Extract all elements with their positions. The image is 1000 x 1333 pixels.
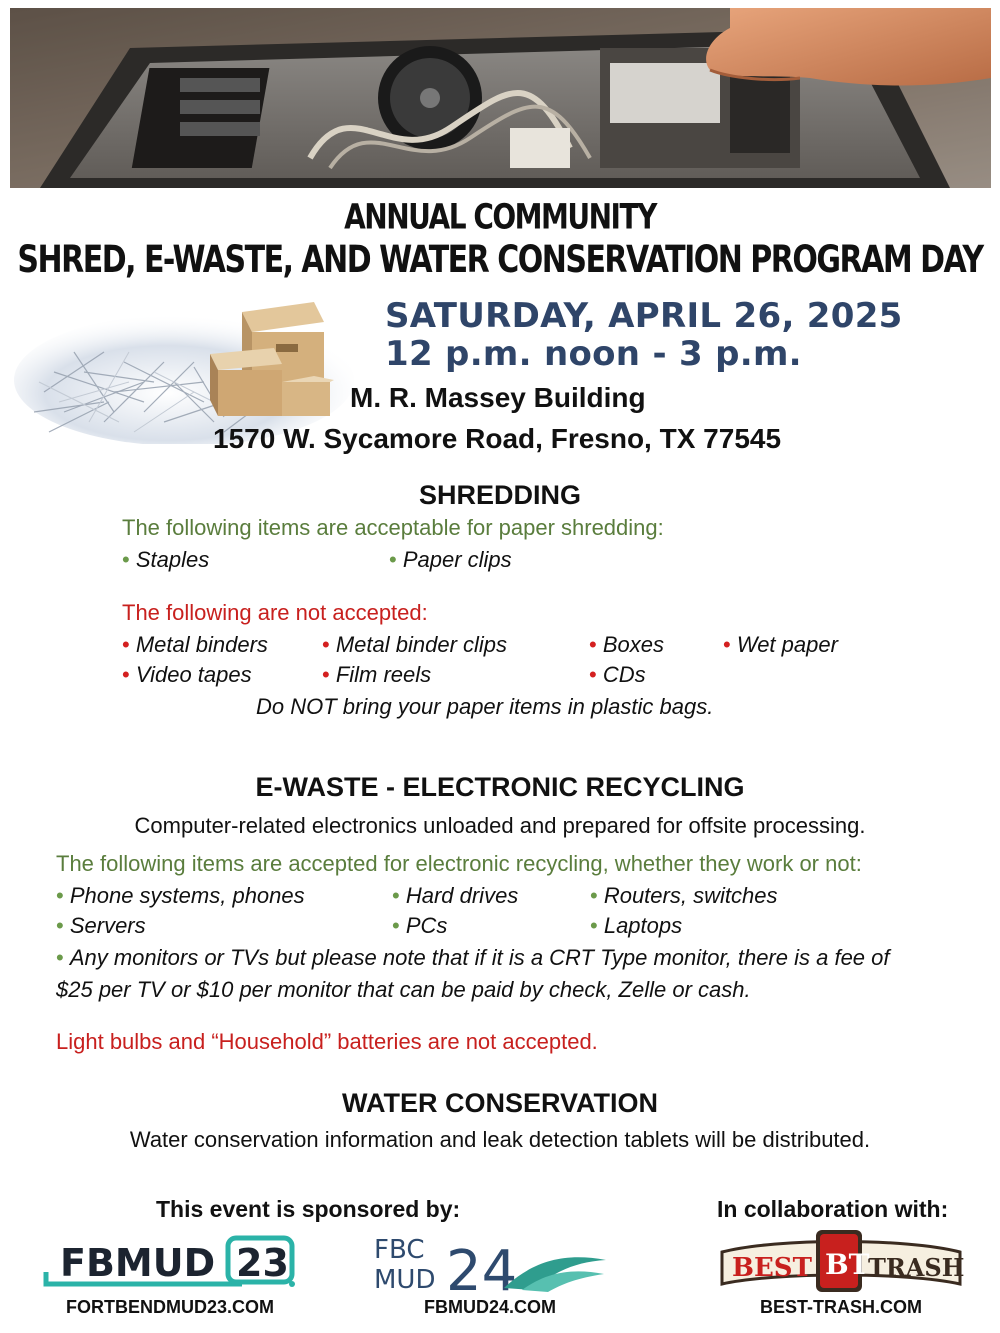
list-item: • Video tapes: [122, 662, 252, 688]
ewaste-heading: E-WASTE - ELECTRONIC RECYCLING: [255, 772, 745, 802]
best-trash-logo-word2: TRASH: [868, 1253, 965, 1282]
shredded-paper-boxes-image: [14, 272, 374, 444]
water-heading: WATER CONSERVATION: [341, 1088, 658, 1118]
fbcmud24-logo-line1: FBC: [374, 1235, 425, 1265]
ewaste-description: Computer-related electronics unloaded and prepared for offsite processing.: [134, 813, 866, 838]
best-trash-logo: [716, 1226, 966, 1296]
page-title-line2: SHRED, E-WASTE, AND WATER CONSERVATION PROGRAM DAY: [17, 238, 983, 282]
list-item: • Phone systems, phones: [56, 883, 305, 909]
shredding-not-accepted-intro: The following are not accepted:: [122, 600, 428, 625]
hero-photo-computer-chassis: [10, 8, 991, 188]
list-item: • Film reels: [322, 662, 431, 688]
sponsored-by-label: This event is sponsored by:: [156, 1196, 461, 1222]
list-item: • Hard drives: [392, 883, 518, 909]
fbcmud24-logo: [372, 1232, 608, 1294]
list-item: • Metal binder clips: [322, 632, 507, 658]
fbmud23-url: FORTBENDMUD23.COM: [65, 1297, 274, 1317]
list-item: • Paper clips: [389, 547, 512, 573]
fbmud23-logo-number: 23: [236, 1241, 289, 1285]
list-item: • Wet paper: [723, 632, 838, 658]
best-trash-logo-word1: BEST: [732, 1253, 812, 1283]
ewaste-monitors-note-line1: • Any monitors or TVs but please note that if it is a CRT Type monitor, there is a fee of: [56, 945, 890, 971]
page-title-line1: ANNUAL COMMUNITY: [344, 196, 656, 238]
fbcmud24-logo-line2: MUD: [374, 1265, 436, 1294]
fbcmud24-logo-number: 24: [446, 1239, 518, 1294]
fbmud23-logo-name: FBMUD: [60, 1241, 216, 1285]
collaboration-label: In collaboration with:: [717, 1196, 949, 1222]
list-item: • PCs: [392, 913, 447, 939]
event-date: SATURDAY, APRIL 26, 2025: [385, 296, 903, 336]
list-item: • Staples: [122, 547, 209, 573]
ewaste-not-accepted: Light bulbs and “Household” batteries are not accepted.: [56, 1029, 598, 1054]
fbmud23-logo: [42, 1232, 298, 1292]
best-trash-url: BEST-TRASH.COM: [760, 1297, 922, 1317]
list-item: • Servers: [56, 913, 146, 939]
ewaste-monitors-note-line2: $25 per TV or $10 per monitor that can be paid by check, Zelle or cash.: [56, 977, 751, 1002]
event-time: 12 p.m. noon - 3 p.m.: [385, 334, 802, 374]
list-item: • Metal binders: [122, 632, 268, 658]
list-item: • Boxes: [589, 632, 664, 658]
water-description: Water conservation information and leak detection tablets will be distributed.: [129, 1127, 871, 1152]
shredding-heading: SHREDDING: [418, 480, 581, 510]
shredding-note: Do NOT bring your paper items in plastic bags.: [256, 694, 714, 719]
ewaste-accepted-intro: The following items are accepted for electronic recycling, whether they work or not:: [56, 851, 862, 876]
event-venue: M. R. Massey Building: [350, 382, 646, 413]
list-item: • Routers, switches: [590, 883, 777, 909]
list-item: • Laptops: [590, 913, 682, 939]
fbcmud24-url: FBMUD24.COM: [423, 1297, 556, 1317]
shredding-accepted-intro: The following items are acceptable for paper shredding:: [122, 515, 664, 540]
list-item: • CDs: [589, 662, 646, 688]
event-address: 1570 W. Sycamore Road, Fresno, TX 77545: [213, 423, 782, 454]
best-trash-logo-monogram: BT: [825, 1248, 870, 1281]
